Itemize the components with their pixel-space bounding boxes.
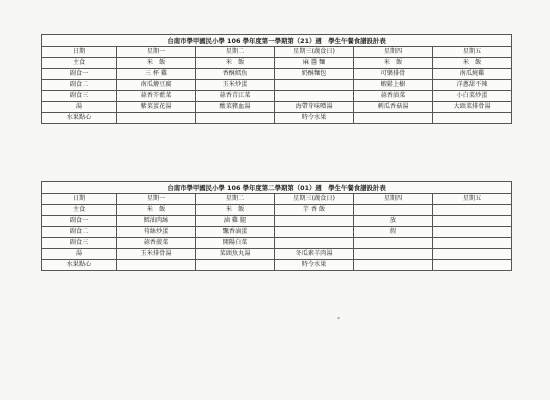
- menu-cell: 酸菜豬血湯: [196, 102, 275, 113]
- row-label: 副食三: [42, 238, 117, 249]
- menu-cell: [275, 80, 354, 91]
- menu-cell: 米 飯: [354, 58, 433, 69]
- menu-cell: 時令水果: [275, 260, 354, 271]
- menu-cell: 刺瓜香菇湯: [354, 102, 433, 113]
- menu-cell: 蒜香芥藍菜: [117, 91, 196, 102]
- menu-cell: 冬瓜素羊肉湯: [275, 249, 354, 260]
- menu-cell: 海帶芽味噌湯: [275, 102, 354, 113]
- table-row: [42, 58, 512, 69]
- menu-cell: 米 飯: [433, 58, 512, 69]
- menu-cell: 蒜香青江菜: [196, 91, 275, 102]
- table-title: 台南市學甲國民小學 106 學年度第二學期第（01）週 學生午餐食譜設計表: [42, 182, 512, 194]
- menu-cell: 小白菜炒蛋: [433, 91, 512, 102]
- table-row: [42, 216, 512, 227]
- menu-cell: [117, 260, 196, 271]
- header-cell: 星期四: [354, 47, 433, 58]
- menu-cell: 南瓜燒雞: [433, 69, 512, 80]
- row-label: 水果點心: [42, 260, 117, 271]
- menu-cell: 南瓜燴豆腐: [117, 80, 196, 91]
- header-cell: 日期: [42, 47, 117, 58]
- menu-cell: 大頭菜排骨湯: [433, 102, 512, 113]
- menu-cell: [433, 216, 512, 227]
- header-cell: 星期二: [196, 194, 275, 205]
- menu-cell: [433, 260, 512, 271]
- row-label: 副食二: [42, 227, 117, 238]
- menu-cell: 鱈油肉絲: [117, 216, 196, 227]
- row-label: 副食一: [42, 216, 117, 227]
- menu-cell: [275, 216, 354, 227]
- menu-cell: 香酥鱈魚: [196, 69, 275, 80]
- table-title-row: [42, 182, 512, 194]
- table-row: [42, 205, 512, 216]
- row-label: 主食: [42, 58, 117, 69]
- table-row: [42, 227, 512, 238]
- menu-cell: 三 杯 雞: [117, 69, 196, 80]
- header-cell: 星期三(蔬食日): [275, 194, 354, 205]
- header-cell: 星期二: [196, 47, 275, 58]
- table-row: [42, 80, 512, 91]
- menu-cell: 菜頭魚丸湯: [196, 249, 275, 260]
- header-cell: 星期四: [354, 194, 433, 205]
- header-cell: 星期一: [117, 47, 196, 58]
- table-header-row: [42, 47, 512, 58]
- menu-cell: [354, 205, 433, 216]
- menu-cell: 滷 雞 腿: [196, 216, 275, 227]
- header-cell: 星期三(蔬食日): [275, 47, 354, 58]
- menu-cell: [354, 260, 433, 271]
- menu-cell: 米 飯: [117, 205, 196, 216]
- menu-cell: [433, 113, 512, 124]
- menu-cell: [354, 238, 433, 249]
- scan-speck-mark: *: [337, 316, 340, 323]
- menu-cell: 蒜香油菜: [354, 91, 433, 102]
- table-row: [42, 102, 512, 113]
- header-cell: 星期一: [117, 194, 196, 205]
- table-row: [42, 260, 512, 271]
- menu-table-week01: [41, 181, 512, 271]
- menu-cell: 蝦鬆上樹: [354, 80, 433, 91]
- menu-cell: [117, 113, 196, 124]
- table-title: 台南市學甲國民小學 106 學年度第一學期第（21）週 學生午餐食譜設計表: [42, 35, 512, 47]
- menu-cell: [354, 113, 433, 124]
- row-label: 副食一: [42, 69, 117, 80]
- table-row: [42, 113, 512, 124]
- menu-cell: 苟絲炒蛋: [117, 227, 196, 238]
- menu-cell: 時令水果: [275, 113, 354, 124]
- row-label: 副食三: [42, 91, 117, 102]
- table-row: [42, 69, 512, 80]
- menu-cell: 蒜香菠菜: [117, 238, 196, 249]
- table-row: [42, 91, 512, 102]
- menu-cell: 芋 香 飯: [275, 205, 354, 216]
- row-label: 湯: [42, 102, 117, 113]
- menu-cell: 奶酥麵包: [275, 69, 354, 80]
- menu-cell: 紫菜蛋花湯: [117, 102, 196, 113]
- row-label: 湯: [42, 249, 117, 260]
- menu-cell: [433, 238, 512, 249]
- menu-cell: 假: [354, 227, 433, 238]
- menu-cell: [433, 227, 512, 238]
- menu-cell: 玉米炒蛋: [196, 80, 275, 91]
- menu-cell: [275, 91, 354, 102]
- menu-cell: 飄香滷蛋: [196, 227, 275, 238]
- menu-cell: [433, 205, 512, 216]
- row-label: 副食二: [42, 80, 117, 91]
- menu-cell: [275, 238, 354, 249]
- menu-cell: 玉米排骨湯: [117, 249, 196, 260]
- menu-cell: [433, 249, 512, 260]
- header-cell: 星期五: [433, 194, 512, 205]
- menu-cell: [196, 113, 275, 124]
- menu-cell: 可樂排骨: [354, 69, 433, 80]
- table-title-row: [42, 35, 512, 47]
- menu-cell: [354, 249, 433, 260]
- menu-cell: 放: [354, 216, 433, 227]
- header-cell: 星期五: [433, 47, 512, 58]
- menu-cell: 洋蔥甜不辣: [433, 80, 512, 91]
- row-label: 主食: [42, 205, 117, 216]
- header-cell: 日期: [42, 194, 117, 205]
- menu-cell: 米 飯: [196, 58, 275, 69]
- table-header-row: [42, 194, 512, 205]
- menu-cell: 米 飯: [196, 205, 275, 216]
- row-label: 水果點心: [42, 113, 117, 124]
- menu-cell: [275, 227, 354, 238]
- table-row: [42, 238, 512, 249]
- menu-cell: 麻 醬 麵: [275, 58, 354, 69]
- menu-cell: 米 飯: [117, 58, 196, 69]
- menu-table-week21: [41, 34, 512, 124]
- menu-cell: [196, 260, 275, 271]
- table-row: [42, 249, 512, 260]
- menu-cell: 開陽白菜: [196, 238, 275, 249]
